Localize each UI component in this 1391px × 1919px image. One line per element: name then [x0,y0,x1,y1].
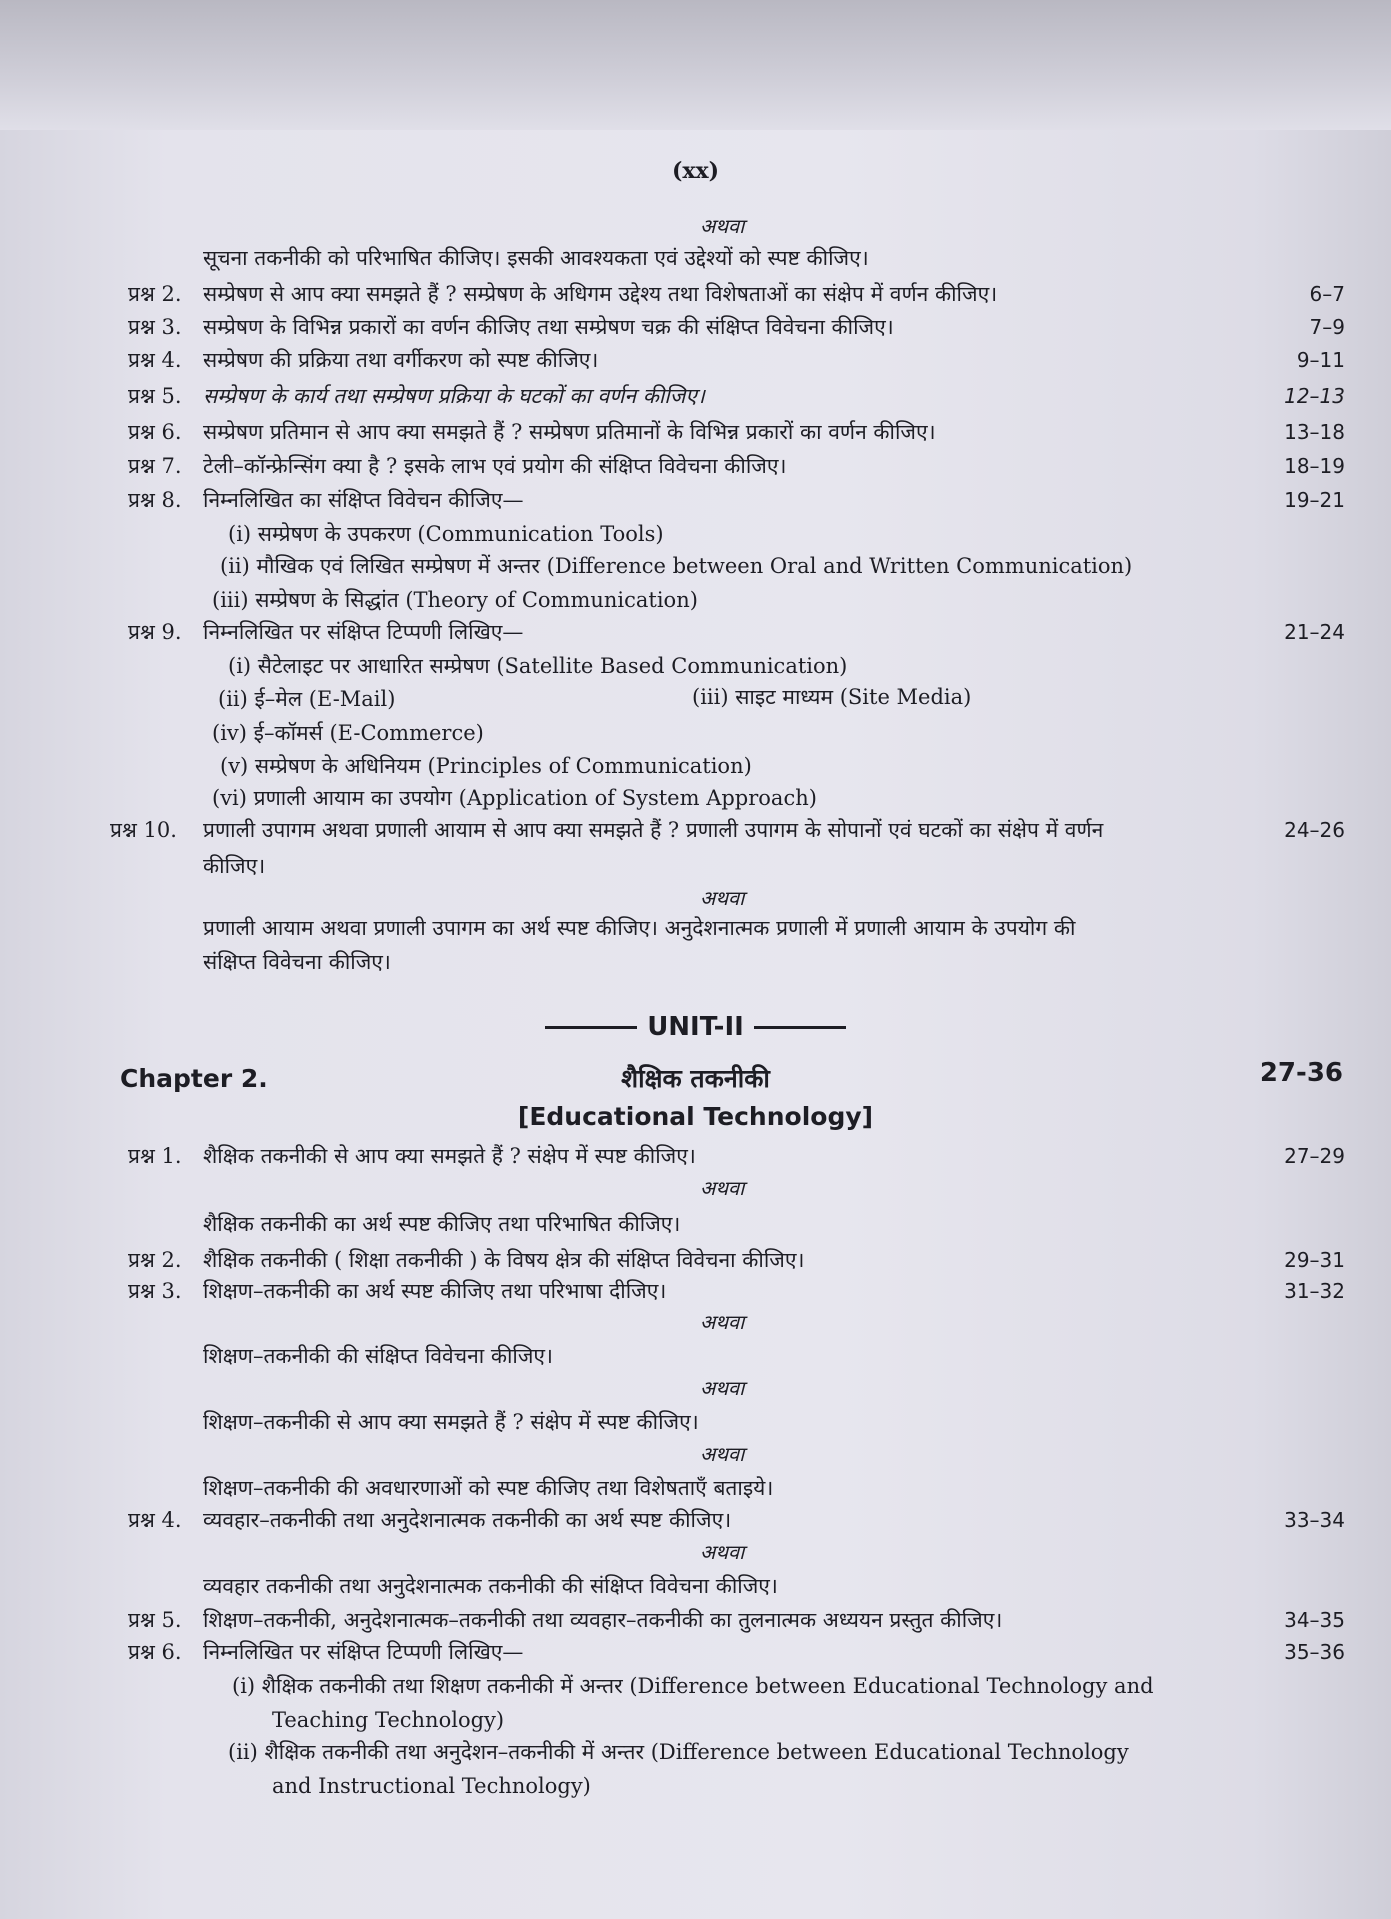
q4-number: प्रश्न 4. [128,348,182,372]
q5-text: सम्प्रेषण के कार्य तथा सम्प्रेषण प्रक्रिया के घटकों का वर्णन कीजिए। [203,384,705,408]
alt-label: अथवा [700,1442,745,1466]
q5-number: प्रश्न 5. [128,384,182,408]
q3-text: सम्प्रेषण के विभिन्न प्रकारों का वर्णन कीजिए तथा सम्प्रेषण चक्र की संक्षिप्त विवेचना कीजिए। [203,315,894,339]
page-number-header: (xx) [671,158,720,184]
q9-item: (ii) ई–मेल (E-Mail) [218,687,396,711]
q9-item: (i) सैटेलाइट पर आधारित सम्प्रेषण (Satellite Based Communication) [228,654,848,678]
q5-pages: 12–13 [1284,384,1345,408]
q9-item: (vi) प्रणाली आयाम का उपयोग (Application of System Approach) [212,786,817,810]
u2-q3-pages: 31–32 [1284,1279,1345,1303]
q2-pages: 6–7 [1309,282,1345,306]
u2-q2-number: प्रश्न 2. [128,1248,182,1272]
u2-q1-text: शैक्षिक तकनीकी से आप क्या समझते हैं ? संक्षेप में स्पष्ट कीजिए। [203,1144,696,1168]
q6-pages: 13–18 [1284,420,1345,444]
u2-q3-number: प्रश्न 3. [128,1279,182,1303]
q10-number: प्रश्न 10. [110,818,177,842]
q8-text: निम्नलिखित का संक्षिप्त विवेचन कीजिए— [203,488,524,512]
chapter-title-hindi: शैक्षिक तकनीकी [621,1064,770,1093]
chapter-title [0,1060,1391,1136]
q6-number: प्रश्न 6. [128,420,182,444]
alt-label: अथवा [700,1540,745,1564]
u2-q1-number: प्रश्न 1. [128,1144,182,1168]
u2-q3-alt: शिक्षण–तकनीकी की अवधारणाओं को स्पष्ट कीजिए तथा विशेषताएँ बताइये। [203,1476,774,1500]
q4-pages: 9–11 [1296,348,1345,372]
q6-text: सम्प्रेषण प्रतिमान से आप क्या समझते हैं ? सम्प्रेषण प्रतिमानों के विभिन्न प्रकारों का वर्णन कीजिए। [203,420,936,444]
q10-alt-text: प्रणाली आयाम अथवा प्रणाली उपागम का अर्थ स्पष्ट कीजिए। अनुदेशनात्मक प्रणाली में प्रणाली आयाम के उपयोग की [203,916,1076,940]
q7-pages: 18–19 [1284,454,1345,478]
u2-q4-pages: 33–34 [1284,1508,1345,1532]
alt-label: अथवा [700,1310,745,1334]
u2-q1-alt-text: शैक्षिक तकनीकी का अर्थ स्पष्ट कीजिए तथा परिभाषित कीजिए। [203,1212,681,1236]
u2-q3-alt: शिक्षण–तकनीकी की संक्षिप्त विवेचना कीजिए। [203,1344,553,1368]
unit-heading [0,1012,1391,1042]
u2-q5-text: शिक्षण–तकनीकी, अनुदेशनात्मक–तकनीकी तथा व्यवहार–तकनीकी का तुलनात्मक अध्ययन प्रस्तुत कीजिए। [203,1608,1003,1632]
u2-q5-pages: 34–35 [1284,1608,1345,1632]
q10-text-cont: कीजिए। [203,854,266,878]
alt-label: अथवा [700,886,745,910]
alt-label: अथवा [700,1376,745,1400]
q10-text: प्रणाली उपागम अथवा प्रणाली आयाम से आप क्या समझते हैं ? प्रणाली उपागम के सोपानों एवं घटकों का संक्षेप में वर्णन [203,818,1104,842]
q8-item: (iii) सम्प्रेषण के सिद्धांत (Theory of Communication) [212,588,698,612]
q10-pages: 24–26 [1284,818,1345,842]
alt-label: अथवा [700,214,745,238]
q4-text: सम्प्रेषण की प्रक्रिया तथा वर्गीकरण को स्पष्ट कीजिए। [203,348,599,372]
u2-q6-item: (ii) शैक्षिक तकनीकी तथा अनुदेशन–तकनीकी में अन्तर (Difference between Educational Technology [228,1740,1129,1764]
u2-q6-number: प्रश्न 6. [128,1640,182,1664]
q2-number: प्रश्न 2. [128,282,182,306]
q9-item: (iii) साइट माध्यम (Site Media) [692,685,972,709]
q8-number: प्रश्न 8. [128,488,182,512]
q8-pages: 19–21 [1284,488,1345,512]
q2-text: सम्प्रेषण से आप क्या समझते हैं ? सम्प्रेषण के अधिगम उद्देश्य तथा विशेषताओं का संक्षेप में वर्णन कीजिए। [203,282,998,306]
q9-pages: 21–24 [1284,620,1345,644]
alt-label: अथवा [700,1176,745,1200]
chapter-pages: 27-36 [1259,1058,1343,1088]
q1-alt-text: सूचना तकनीकी को परिभाषित कीजिए। इसकी आवश्यकता एवं उद्देश्यों को स्पष्ट कीजिए। [203,246,869,270]
u2-q3-alt: शिक्षण–तकनीकी से आप क्या समझते हैं ? संक्षेप में स्पष्ट कीजिए। [203,1410,699,1434]
q9-number: प्रश्न 9. [128,620,182,644]
u2-q6-item-cont: and Instructional Technology) [272,1774,591,1798]
q3-number: प्रश्न 3. [128,315,182,339]
q9-text: निम्नलिखित पर संक्षिप्त टिप्पणी लिखिए— [203,620,524,644]
u2-q6-text: निम्नलिखित पर संक्षिप्त टिप्पणी लिखिए— [203,1640,524,1664]
u2-q4-alt-text: व्यवहार तकनीकी तथा अनुदेशनात्मक तकनीकी की संक्षिप्त विवेचना कीजिए। [203,1574,778,1598]
unit-rule-right [754,1026,846,1029]
u2-q6-item: (i) शैक्षिक तकनीकी तथा शिक्षण तकनीकी में अन्तर (Difference between Educational Technology and [232,1674,1154,1698]
u2-q6-pages: 35–36 [1284,1640,1345,1664]
q9-item: (iv) ई–कॉमर्स (E-Commerce) [212,721,484,745]
chapter-label: Chapter 2. [120,1064,268,1093]
q8-item: (ii) मौखिक एवं लिखित सम्प्रेषण में अन्तर (Difference between Oral and Written Communication) [220,554,1133,578]
unit-rule-left [545,1026,637,1029]
q7-number: प्रश्न 7. [128,454,182,478]
q3-pages: 7–9 [1309,315,1345,339]
u2-q2-text: शैक्षिक तकनीकी ( शिक्षा तकनीकी ) के विषय क्षेत्र की संक्षिप्त विवेचना कीजिए। [203,1248,805,1272]
q10-alt-text-cont: संक्षिप्त विवेचना कीजिए। [203,950,391,974]
page-top-shadow [0,0,1391,130]
u2-q4-number: प्रश्न 4. [128,1508,182,1532]
q9-item: (v) सम्प्रेषण के अधिनियम (Principles of Communication) [220,754,752,778]
u2-q6-item-cont: Teaching Technology) [272,1708,505,1732]
q8-item: (i) सम्प्रेषण के उपकरण (Communication Tools) [228,522,664,546]
u2-q5-number: प्रश्न 5. [128,1608,182,1632]
q7-text: टेली–कॉन्फ्रेन्सिंग क्या है ? इसके लाभ एवं प्रयोग की संक्षिप्त विवेचना कीजिए। [203,454,787,478]
u2-q2-pages: 29–31 [1284,1248,1345,1272]
u2-q4-text: व्यवहार–तकनीकी तथा अनुदेशनात्मक तकनीकी का अर्थ स्पष्ट कीजिए। [203,1508,732,1532]
unit-title: UNIT-II [647,1012,744,1042]
u2-q3-text: शिक्षण–तकनीकी का अर्थ स्पष्ट कीजिए तथा परिभाषा दीजिए। [203,1279,667,1303]
u2-q1-pages: 27–29 [1284,1144,1345,1168]
chapter-title-english: [Educational Technology] [517,1102,874,1131]
